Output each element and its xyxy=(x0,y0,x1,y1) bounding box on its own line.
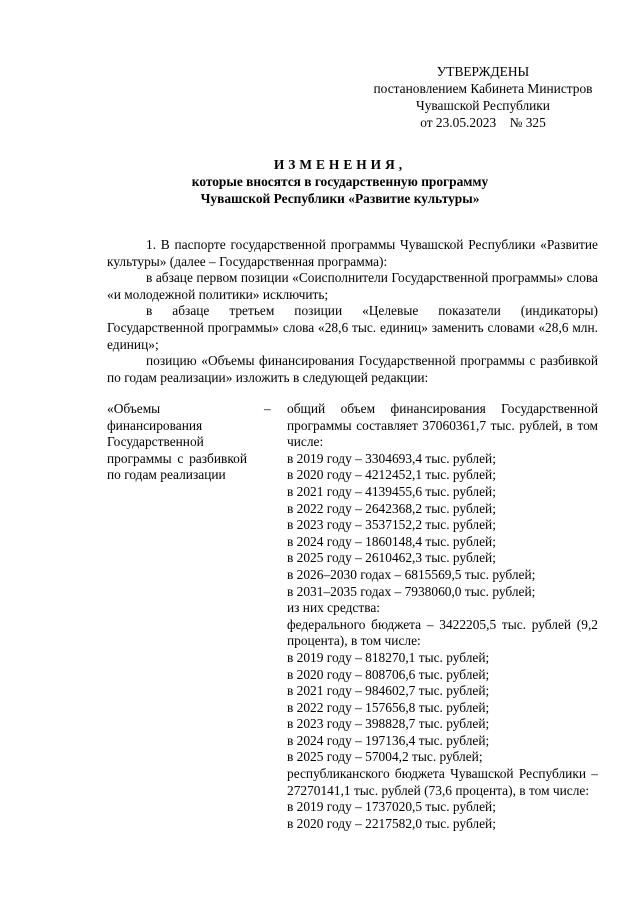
funding-line: в 2021 году – 4139455,6 тыс. рублей; xyxy=(287,483,496,499)
approval-title: УТВЕРЖДЕНЫ xyxy=(436,64,530,79)
paragraph: в абзаце первом позиции «Соисполнители Государственной программы» слова «и молодежной политики» исключить; xyxy=(107,270,598,302)
funding-line: в 2021 году – 984602,7 тыс. рублей; xyxy=(287,683,490,699)
funding-line: в 2020 году – 4212452,1 тыс. рублей; xyxy=(287,467,496,483)
paragraph: позицию «Объемы финансирования Государственной программы с разбивкой по годам реализации» изложить в следующей редакции: xyxy=(107,353,598,385)
funding-line: в 2022 году – 2642368,2 тыс. рублей; xyxy=(287,500,496,516)
funding-line: в 2031–2035 годах – 7938060,0 тыс. рублей; xyxy=(287,583,536,599)
funding-line: в 2023 году – 398828,7 тыс. рублей; xyxy=(287,716,490,732)
approval-date: от 23.05.2023 № 325 xyxy=(420,115,546,130)
funding-line: в 2020 году – 808706,6 тыс. рублей; xyxy=(287,666,490,682)
approval-block xyxy=(363,63,603,131)
funding-line: республиканского бюджета Чувашской Республики – 27270141,1 тыс. рублей (73,6 процента), в том числе: xyxy=(287,766,598,798)
title-line-3: Чувашской Республики «Развитие культуры» xyxy=(200,191,480,206)
funding-table-dash: – xyxy=(264,401,271,416)
paragraph: 1. В паспорте государственной программы Чувашской Республики «Развитие культуры» (далее – Государственная программа): xyxy=(107,237,598,269)
funding-table-values xyxy=(287,401,598,832)
funding-line: федерального бюджета – 3422205,5 тыс. рублей (9,2 процента), в том числе: xyxy=(287,616,598,649)
title-line-2: которые вносятся в государственную программу xyxy=(191,174,489,189)
funding-line: в 2025 году – 2610462,3 тыс. рублей; xyxy=(287,550,496,566)
paragraph: в абзаце третьем позиции «Целевые показатели (индикаторы) Государственной программы» слова «28,6 тыс. единиц» заменить словами «28,6 млн. единиц»; xyxy=(107,303,598,352)
funding-line: в 2025 году – 57004,2 тыс. рублей; xyxy=(287,749,483,765)
funding-line: в 2019 году – 1737020,5 тыс. рублей; xyxy=(287,799,496,815)
document-title xyxy=(90,156,590,207)
approval-republic: Чувашской Республики xyxy=(416,98,550,113)
funding-line: в 2022 году – 157656,8 тыс. рублей; xyxy=(287,699,490,715)
body-paragraphs xyxy=(107,237,598,386)
funding-line: в 2020 году – 2217582,0 тыс. рублей; xyxy=(287,815,496,831)
funding-line: в 2019 году – 818270,1 тыс. рублей; xyxy=(287,649,490,665)
funding-table-label: «Объемы финансирования Государственной программы с разбивкой по годам реализации xyxy=(107,401,247,483)
funding-line: в 2024 году – 197136,4 тыс. рублей; xyxy=(287,732,490,748)
funding-line: общий объем финансирования Государственной программы составляет 37060361,7 тыс. рублей, в том числе: xyxy=(287,401,598,450)
funding-line: в 2026–2030 годах – 6815569,5 тыс. рублей; xyxy=(287,566,536,582)
funding-line: в 2019 году – 3304693,4 тыс. рублей; xyxy=(287,450,496,466)
title-heading: ИЗМЕНЕНИЯ, xyxy=(273,157,407,172)
funding-line: из них средства: xyxy=(287,600,381,616)
funding-line: в 2024 году – 1860148,4 тыс. рублей; xyxy=(287,533,496,549)
approval-decree: постановлением Кабинета Министров xyxy=(373,81,593,96)
funding-line: в 2023 году – 3537152,2 тыс. рублей; xyxy=(287,517,496,533)
